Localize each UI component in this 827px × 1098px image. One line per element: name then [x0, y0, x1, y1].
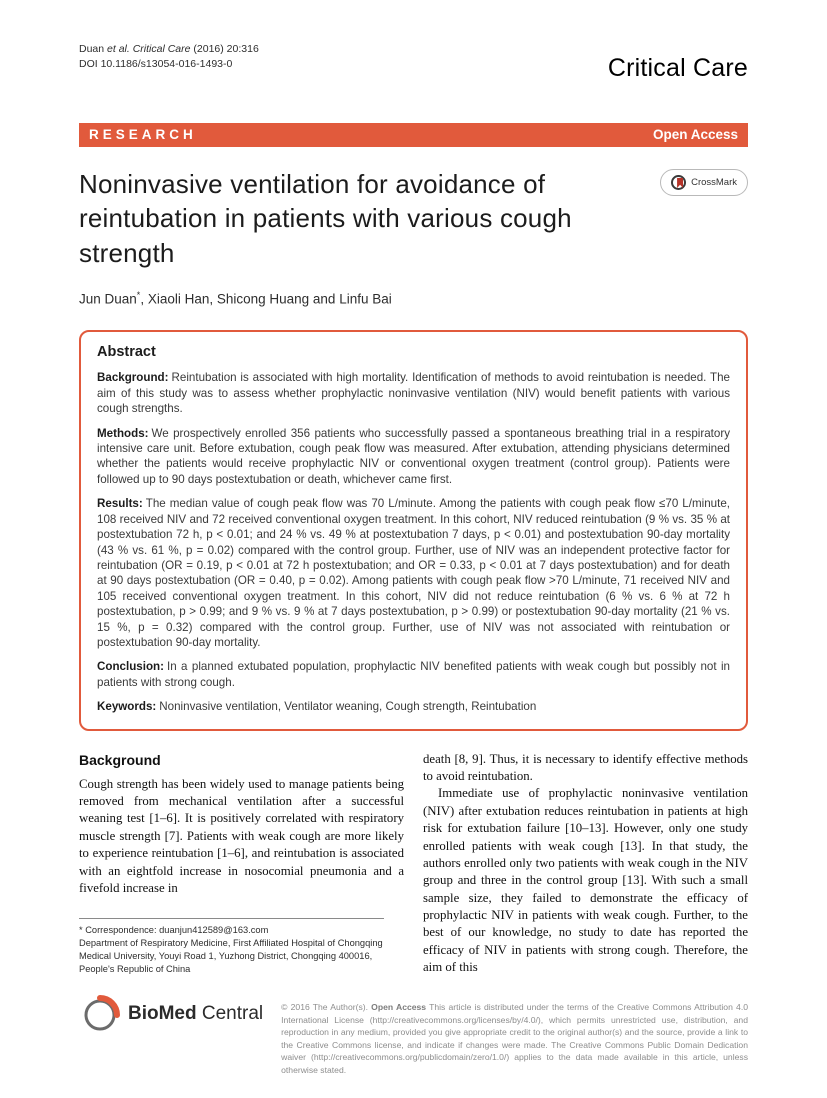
- citation-suffix: (2016) 20:316: [190, 43, 259, 55]
- biomed-central-logo: [79, 993, 263, 1035]
- open-access-label: Open Access: [652, 127, 738, 142]
- correspondence-line: [79, 924, 384, 937]
- author-main: Jun Duan: [79, 291, 137, 307]
- citation-block: [79, 42, 259, 72]
- abstract-background: [97, 370, 730, 416]
- correspondence-email-link[interactable]: duanjun412589@163.com: [159, 924, 269, 935]
- body-paragraph-2: Immediate use of prophylactic noninvasive ventilation (NIV) after extubation reduces reintubation in patients at high risk for extubation failure [10–13]. However, only one study enrolled patients with weak cough [13]. In that study, the authors enrolled only two patients with weak cough in the NIV group and three in the control group [13]. With such a small sample size, they failed to demonstrate the efficacy of prophylactic NIV in patients with weak cough. Further, to the best of our knowledge, no study to date has reported the efficacy of NIV in patients with strong cough. Therefore, the aim of this: [423, 786, 748, 975]
- doi-line: DOI 10.1186/s13054-016-1493-0: [79, 58, 233, 71]
- correspondence-marker: *: [136, 289, 141, 300]
- page-footer: [79, 993, 748, 1085]
- biomed-central-logo-icon: [79, 993, 121, 1035]
- logo-text-regular: Central: [196, 1002, 264, 1024]
- logo-text-bold: BioMed: [128, 1002, 197, 1024]
- correspondence-footnote: [79, 918, 384, 977]
- body-columns: [79, 751, 748, 977]
- right-column: [423, 751, 748, 977]
- affiliation-text: Department of Respiratory Medicine, First Affiliated Hospital of Chongqing Medical University, Youyi Road 1, Yuzhong District, Chongqing 400016, People's Republic of China: [79, 938, 383, 975]
- correspondence-label: * Correspondence:: [79, 924, 160, 935]
- abstract-keywords-label: Keywords:: [97, 700, 157, 714]
- background-paragraph: Cough strength has been widely used to manage patients being removed from mechanical ventilation after a successful weaning test [1–6]. It is positively correlated with respiratory muscle strength [7]. Patients with weak cough are more likely to experience reintubation [1–6], and reintubation is associated with an eightfold increase in nosocomial pneumonia and a fivefold increase in: [79, 776, 404, 895]
- abstract-background-text: Reintubation is associated with high mortality. Identification of methods to avoid reintubation is needed. The aim of this study was to assess whether prophylactic noninvasive ventilation (NIV) would benefit patients with various cough strengths.: [97, 371, 730, 416]
- abstract-results: [97, 496, 730, 650]
- left-column: [79, 751, 404, 977]
- citation-journal-italic: et al. Critical Care: [107, 43, 191, 55]
- page-header: [79, 42, 748, 83]
- copyright-body: This article is distributed under the terms of the Creative Commons Attribution 4.0 International License (http://creativecommons.org/licenses/by/4.0/), which permits unrestricted use, distribution, and reproduction in any medium, provided you give appropriate credit to the original author(s) and the source, provide a link to the Creative Commons license, and indicate if changes were made. The Creative Commons Public Domain Dedication waiver (http://creativecommons.org/publicdomain/zero/1.0/) applies to the data made available in this article, unless otherwise stated.: [281, 1002, 748, 1075]
- title-row: [79, 167, 748, 270]
- background-section-heading: Background: [79, 751, 161, 768]
- citation-line: [79, 42, 259, 57]
- authors-rest: , Xiaoli Han, Shicong Huang and Linfu Bai: [140, 291, 392, 307]
- biomed-central-logo-text: [128, 1003, 263, 1025]
- crossmark-badge[interactable]: [660, 169, 748, 196]
- journal-name: Critical Care: [607, 54, 748, 82]
- abstract-methods: [97, 426, 730, 488]
- article-title: Noninvasive ventilation for avoidance of reintubation in patients with various cough strength: [79, 169, 572, 268]
- abstract-background-label: Background:: [97, 371, 169, 385]
- abstract-results-text: The median value of cough peak flow was 70 L/minute. Among the patients with cough peak flow ≤70 L/minute, 108 received NIV and 72 received conventional oxygen treatment. In this cohort, NIV reduced reintubation (9 % vs. 35 % at postextubation 72 h, p < 0.01; and 24 % vs. 49 % at postextubation 7 days, p < 0.01) and postextubation 90-day mortality (43 % vs. 61 %, p = 0.02) compared with the control group. Further, use of NIV was an independent protective factor for reintubation (OR = 0.19, p < 0.01 at 72 h postextubation; and OR = 0.33, p < 0.01 at 7 days postextubation) and for death at 90 days postextubation (OR = 0.40, p = 0.02). Among patients with cough peak flow >70 L/minute, 71 received NIV and 105 received conventional oxygen treatment. In this cohort, NIV did not reduce reintubation (6 % vs. 6 % at 72 h postextubation, p > 0.99; and 9 % vs. 9 % at 7 days postextubation, p > 0.99) or postextubation 90-day mortality (21 % vs. 15 %, p = 0.32) compared with the control group. Further, use of NIV was not associated with reintubation or postextubation 90-day mortality.: [97, 497, 730, 649]
- authors-line: [79, 290, 748, 307]
- article-type-banner: [79, 123, 748, 147]
- abstract-results-label: Results:: [97, 497, 143, 511]
- copyright-notice: [281, 1001, 748, 1076]
- citation-prefix: Duan: [79, 43, 108, 55]
- abstract-methods-text: We prospectively enrolled 356 patients who successfully passed a spontaneous breathing trial in a respiratory intensive care unit. Before extubation, cough peak flow was measured. After extubation, attending physicians determined whether the patients would receive prophylactic NIV or conventional oxygen treatment (control group). Patients were followed up to 90 days postextubation or death, whichever came first.: [97, 426, 730, 486]
- crossmark-icon: [671, 175, 686, 190]
- abstract-keywords: [97, 699, 730, 714]
- crossmark-label: CrossMark: [691, 177, 737, 188]
- abstract-conclusion: [97, 659, 730, 690]
- abstract-conclusion-text: In a planned extubated population, prophylactic NIV benefited patients with weak cough but possibly not in patients with strong cough.: [97, 660, 730, 689]
- abstract-conclusion-label: Conclusion:: [97, 660, 164, 674]
- research-label: RESEARCH: [89, 127, 197, 142]
- abstract-box: [79, 330, 748, 730]
- abstract-heading: Abstract: [97, 344, 156, 361]
- copyright-open-access: Open Access: [371, 1002, 427, 1013]
- body-paragraph-continued: death [8, 9]. Thus, it is necessary to identify effective methods to avoid reintubation.: [423, 751, 748, 783]
- abstract-methods-label: Methods:: [97, 426, 149, 440]
- abstract-keywords-text: Noninvasive ventilation, Ventilator weaning, Cough strength, Reintubation: [159, 700, 537, 714]
- copyright-prefix: © 2016 The Author(s).: [281, 1002, 372, 1013]
